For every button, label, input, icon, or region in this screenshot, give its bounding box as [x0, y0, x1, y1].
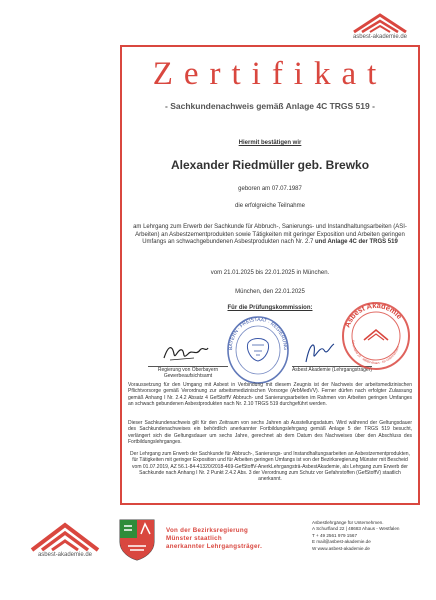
- roof-logo-bottom-icon: [30, 522, 100, 552]
- academy-stamp: [340, 300, 412, 372]
- footer-recognition: [166, 527, 262, 551]
- logo-top: [342, 12, 418, 40]
- course-text-bold: und Anlage 4C der TRGS 519: [315, 239, 398, 246]
- place-date: München, den 22.01.2025: [235, 289, 305, 295]
- footer-line-1: Von der Bezirksregierung: [166, 527, 249, 534]
- logo-bottom-text: asbest-akademie.de: [37, 552, 93, 558]
- footer-line-2: Münster staatlich: [166, 535, 222, 542]
- paragraph-validity: Dieser Sachkundenachweis gilt für den Zeitraum von sechs Jahren ab Ausstellungsdatum. Wird während der Geltungsdauer des Sachkundenachweises ein behördlich anerkannter Fortbildungslehrgang gemäß Anlage 5 der TRGS 519 besucht, verlängert sich die Geltungsdauer um sechs Jahre, gerechnet ab dem Datum des Nachweises über den Abschluss des Fortbildungslehrganges.: [128, 420, 412, 445]
- logo-top-text: asbest-akademie.de: [352, 34, 408, 40]
- svg-text:Asbest Akademie: [343, 301, 405, 329]
- signature-right-icon: [300, 338, 340, 366]
- footer-line-3: anerkannter Lehrgangsträger.: [166, 543, 263, 550]
- holder-name: Alexander Riedmüller geb. Brewko: [170, 158, 370, 172]
- coat-of-arms-icon: [114, 516, 160, 562]
- contact-block: [312, 520, 399, 552]
- contact-phone: T + 49 2561 979 1567: [312, 532, 357, 538]
- certificate-title: Zertifikat: [152, 56, 388, 92]
- birth-date: geboren am 07.07.1987: [238, 186, 302, 192]
- contact-heading: Asbestlehrgänge für Unternehmen.: [312, 520, 384, 525]
- certificate-subtitle: - Sachkundenachweis gemäß Anlage 4C TRGS 519 -: [165, 101, 375, 111]
- signature-right-label: Asbest Akademie (Lehrgangsträger): [291, 367, 373, 373]
- contact-web: W www.asbest-akademie.de: [312, 545, 370, 551]
- contact-email: E mail@asbest-akademie.de: [312, 539, 371, 545]
- confirm-line: Hiermit bestätigen wir: [238, 140, 302, 146]
- academy-stamp-icon: [340, 300, 412, 372]
- signature-left-icon: [160, 340, 210, 364]
- course-description: [132, 224, 408, 247]
- participation-text: die erfolgreiche Teilnahme: [235, 203, 305, 209]
- paragraph-recognition: Der Lehrgang zum Erwerb der Sachkunde für Abbruch-, Sanierungs- und Instandhaltungsarbeiten an Asbestzementprodukten, für Tätigkeiten mit geringer Exposition und für Arbeiten geringen Umfangs ist von der Bezirksregierung Münster mit Bescheid vom 01.07.2019, AZ 56.1-84-41320/2018-469-GefStoffV-AnerkLehrgangsträ-AsbestAkademie, als Lehrgang zum Erwerb der Sachkunde nach Anhang I Nr. 2 Punkt 2.4.2 Abs. 3 der Verordnung zum Schutz vor Gefahrstoffen (GefStoffV) staatlich anerkannt.: [130, 451, 410, 483]
- logo-bottom: [22, 522, 108, 558]
- course-text: am Lehrgang zum Erwerb der Sachkunde für Abbruch-, Sanierungs- und Instandhaltungsarbeiten (ASI-Arbeiten) an Asbestzementprodukten sowie Tätigkeiten mit geringer Exposition und Arbeiten geringen Umfangs an schwachgebundenen Asbestprodukten nach Nr. 2.7: [133, 224, 407, 246]
- government-seal-stamp: [226, 315, 290, 385]
- roof-logo-icon: [352, 12, 408, 34]
- paragraph-requirements: Voraussetzung für den Umgang mit Asbest in Verbindung mit diesem Zeugnis ist der Nachweis der arbeitsmedizinischen Pflichtvorsorge gemäß Verordnung zur arbeitsmedizinischen Vorsorge (ArbMedVV). Ferner dürfen nach erfolgter Zulassung gemäß Anhang I Nr. 2.4.2 Absatz 4 GefStoffV Abbruch- und Sanierungsarbeiten im Rahmen von Arbeiten geringen Umfanges an schwach gebundenen Asbestprodukten nach Nr. 2.10 TRGS 519 durchgeführt werden.: [128, 382, 412, 407]
- svg-text:Schurfland 22 · 48683 Ahaus ·: [351, 340, 400, 365]
- course-dates: vom 21.01.2025 bis 22.01.2025 in München.: [210, 270, 330, 276]
- seal-text: BAYERN · FREISTAAT · REGIERUNG: [227, 316, 289, 351]
- signature-left-label: Regierung von Oberbayern Gewerbeaufsichtsamt: [157, 367, 219, 379]
- seal-icon: [226, 315, 290, 385]
- contact-address: A Schurfland 22 | 48683 Ahaus - Westfalen: [312, 526, 400, 532]
- commission-label: Für die Prüfungskommission:: [227, 305, 313, 311]
- academy-stamp-small-text: Schurfland 22 · 48683 Ahaus · für Unternehmen: [350, 339, 401, 366]
- academy-stamp-text: Asbest Akademie: [342, 300, 405, 329]
